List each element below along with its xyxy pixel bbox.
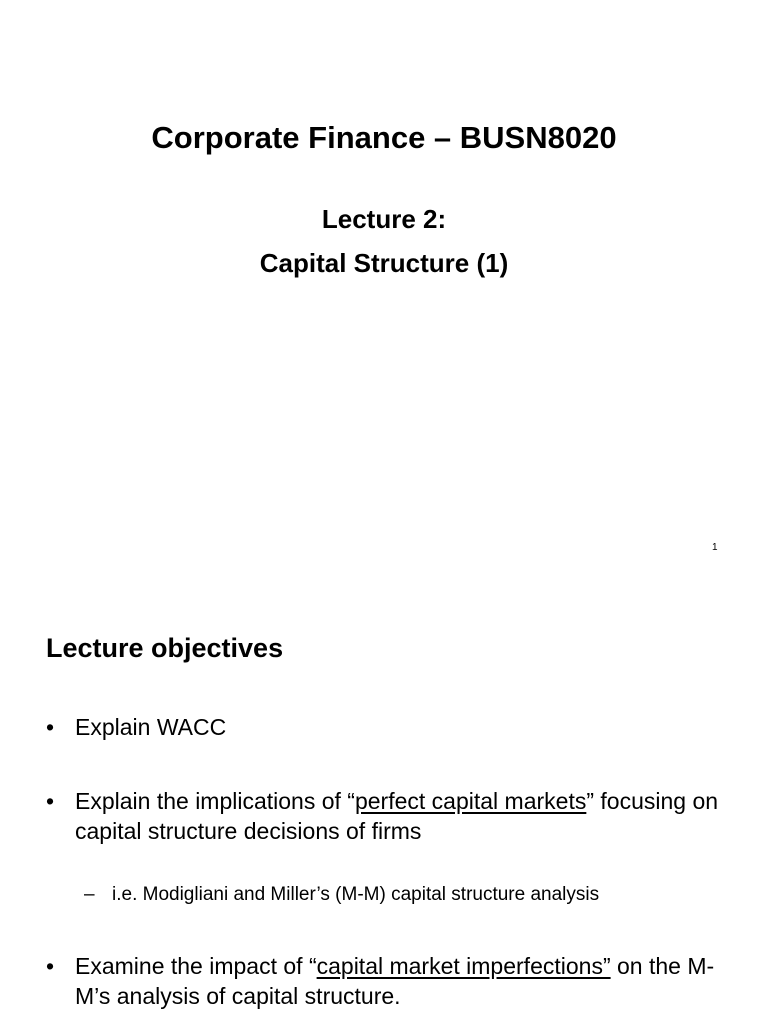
slide-number: 1 [712, 542, 718, 553]
bullet-text-post: ” focusing on capital structure decisions of firms [75, 788, 719, 844]
lecture-subtitle [0, 204, 768, 278]
bullet-item-perfect-markets [46, 786, 736, 846]
lecture-number: Lecture 2: [321, 204, 447, 234]
underlined-phrase: perfect capital markets [354, 788, 587, 814]
bullet-icon: • [46, 953, 55, 979]
underlined-phrase: capital market imperfections” [316, 953, 611, 979]
bullet-text [46, 786, 736, 846]
lecture-topic: Capital Structure (1) [259, 248, 509, 278]
sub-bullet-item [84, 882, 744, 908]
bullet-text-post: on the M-M’s analysis of capital structure. [75, 953, 715, 1009]
slide-heading: Lecture objectives [46, 633, 284, 663]
bullet-item-imperfections [46, 951, 736, 1011]
bullet-text [46, 951, 736, 1011]
objectives-slide [0, 576, 768, 1024]
course-title: Corporate Finance – BUSN8020 [151, 120, 617, 155]
dash-icon: – [84, 884, 95, 905]
bullet-item-wacc [46, 712, 736, 742]
sub-bullet-text: i.e. Modigliani and Miller’s (M-M) capital structure analysis [112, 884, 600, 905]
bullet-icon: • [46, 788, 55, 814]
bullet-icon: • [46, 714, 55, 740]
bullet-text: Explain WACC [75, 714, 227, 740]
bullet-text-pre: Examine the impact of “ [75, 953, 317, 979]
bullet-text-pre: Explain the implications of “ [75, 788, 355, 814]
